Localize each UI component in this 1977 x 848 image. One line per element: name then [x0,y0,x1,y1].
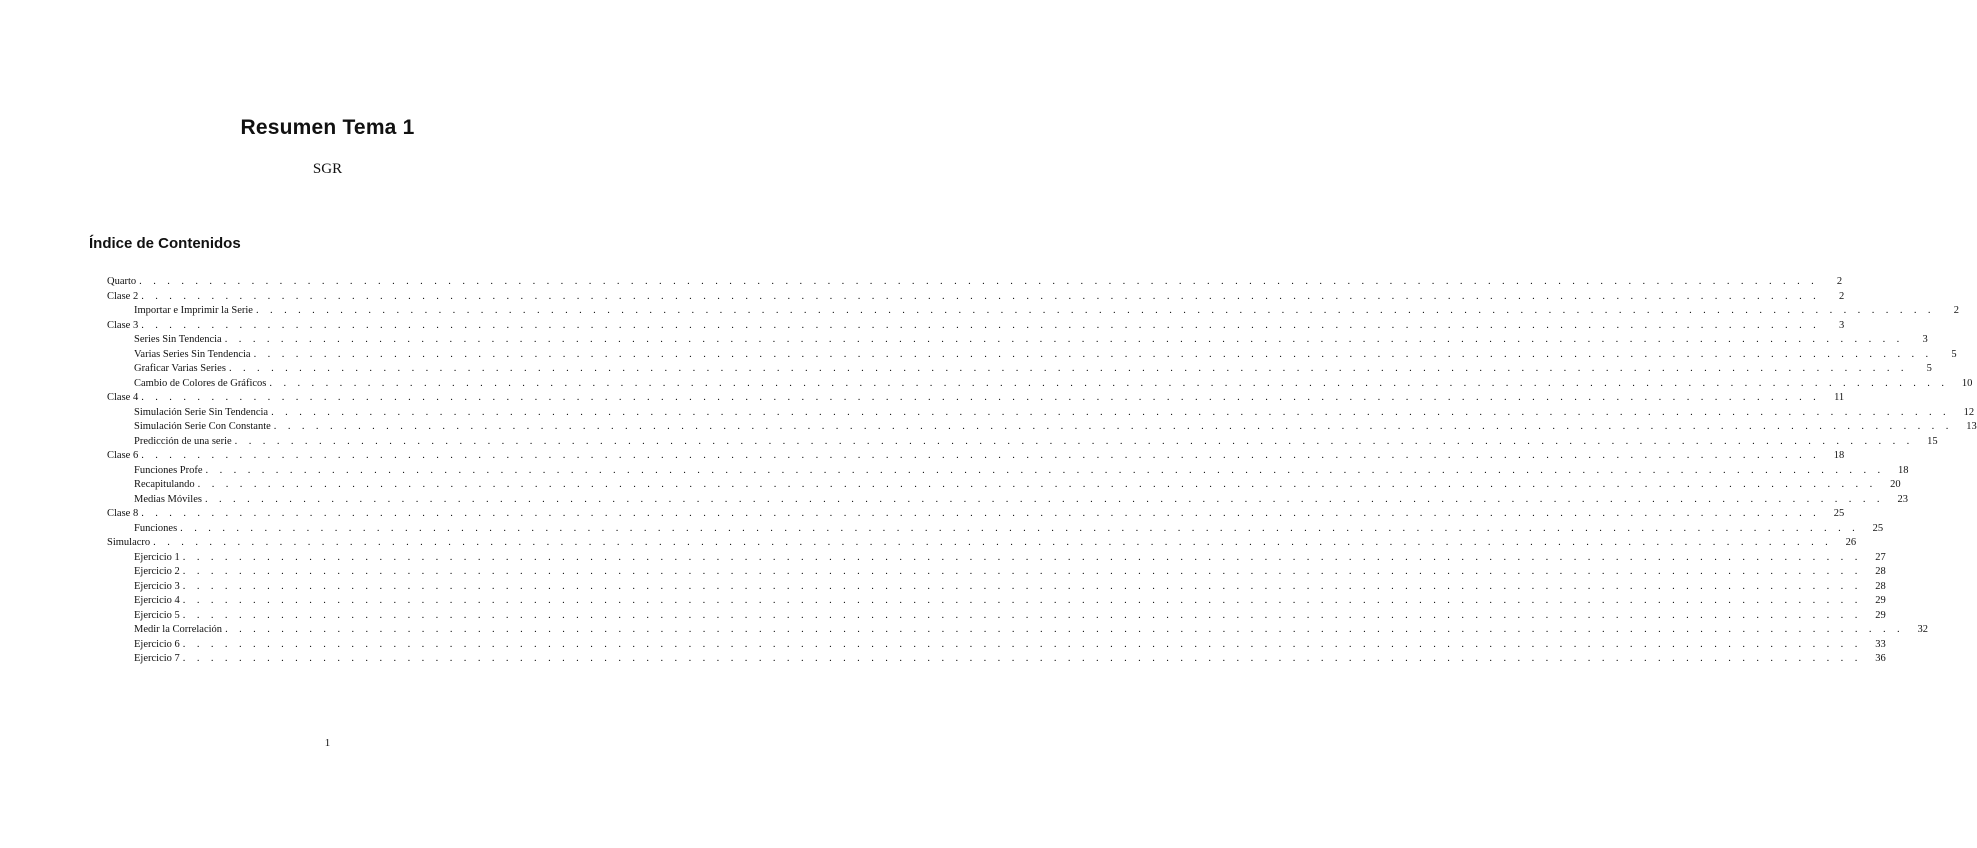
toc-entry-page: 2 [1836,276,1843,287]
toc-entry[interactable] [107,652,1886,667]
toc-dot-leader: . . . . . . . . . . . . . . . . . . . . . . . . . . . . . . . . . . . . . . . . . . . . . . . . . . . . . . . . . . . . . . . . . . . . . . . . . . . . . . . . . . . . . . . . . . . . . . . . . . . . . . . . . . . . . . . . . . . . . . . . [204,493,1884,505]
toc-entry[interactable] [107,435,1938,450]
toc-entry-label: Clase 3 [107,319,139,331]
toc-entry[interactable] [107,275,1843,290]
toc-entry-label: Simulacro [107,537,151,548]
toc-entry-label: Simulación Serie Sin Tendencia [134,406,269,418]
toc-dot-leader: . . . . . . . . . . . . . . . . . . . . . . . . . . . . . . . . . . . . . . . . . . . . . . . . . . . . . . . . . . . . . . . . . . . . . . . . . . . . . . . . . . . . . . . . . . . . . . . . . . . . . . . . . . . . . . . . . . . . . . . . [180,522,1860,534]
toc-entry-page: 2 [1953,305,1959,316]
toc-entry[interactable] [107,464,1909,479]
toc-entry-label: Graficar Varias Series [134,363,226,374]
toc-entry-page: 12 [1963,406,1975,418]
toc-entry-page: 27 [1875,551,1886,563]
toc-entry[interactable] [107,449,1845,464]
toc-entry[interactable] [107,594,1886,609]
toc-entry[interactable] [107,580,1886,595]
toc-entry-page: 15 [1927,435,1938,447]
toc-entry-label: Series Sin Tendencia [134,334,222,345]
table-of-contents [107,275,1977,667]
toc-entry-label: Quarto [107,276,137,287]
toc-entry-label: Ejercicio 2 [134,566,180,577]
toc-entry-page: 5 [1926,363,1932,374]
toc-dot-leader: . . . . . . . . . . . . . . . . . . . . . . . . . . . . . . . . . . . . . . . . . . . . . . . . . . . . . . . . . . . . . . . . . . . . . . . . . . . . . . . . . . . . . . . . . . . . . . . . . . . . . . . . . . . . . . . . . . . . . . . . [141,319,1821,331]
toc-entry-page: 20 [1890,479,1901,490]
toc-dot-leader: . . . . . . . . . . . . . . . . . . . . . . . . . . . . . . . . . . . . . . . . . . . . . . . . . . . . . . . . . . . . . . . . . . . . . . . . . . . . . . . . . . . . . . . . . . . . . . . . . . . . . . . . . . . . . . . . . . . . . . . . [182,638,1862,650]
toc-entry[interactable] [107,565,1886,580]
toc-dot-leader: . . . . . . . . . . . . . . . . . . . . . . . . . . . . . . . . . . . . . . . . . . . . . . . . . . . . . . . . . . . . . . . . . . . . . . . . . . . . . . . . . . . . . . . . . . . . . . . . . . . . . . . . . . . . . . . . . . . . . . . . [273,421,1953,432]
toc-entry[interactable] [107,609,1886,624]
toc-entry[interactable] [107,333,1928,348]
toc-entry[interactable] [107,377,1973,392]
toc-entry-page: 29 [1875,595,1886,606]
toc-dot-leader: . . . . . . . . . . . . . . . . . . . . . . . . . . . . . . . . . . . . . . . . . . . . . . . . . . . . . . . . . . . . . . . . . . . . . . . . . . . . . . . . . . . . . . . . . . . . . . . . . . . . . . . . . . . . . . . . . . . . . . . . [141,450,1821,461]
toc-entry[interactable] [107,391,1845,406]
toc-dot-leader: . . . . . . . . . . . . . . . . . . . . . . . . . . . . . . . . . . . . . . . . . . . . . . . . . . . . . . . . . . . . . . . . . . . . . . . . . . . . . . . . . . . . . . . . . . . . . . . . . . . . . . . . . . . . . . . . . . . . . . . . [224,334,1904,345]
toc-entry-page: 13 [1966,421,1977,432]
toc-dot-leader: . . . . . . . . . . . . . . . . . . . . . . . . . . . . . . . . . . . . . . . . . . . . . . . . . . . . . . . . . . . . . . . . . . . . . . . . . . . . . . . . . . . . . . . . . . . . . . . . . . . . . . . . . . . . . . . . . . . . . . . . [182,566,1862,577]
toc-entry[interactable] [107,507,1845,522]
toc-entry[interactable] [107,290,1845,305]
toc-entry-label: Ejercicio 3 [134,580,180,592]
toc-entry-page: 25 [1833,508,1845,519]
toc-dot-leader: . . . . . . . . . . . . . . . . . . . . . . . . . . . . . . . . . . . . . . . . . . . . . . . . . . . . . . . . . . . . . . . . . . . . . . . . . . . . . . . . . . . . . . . . . . . . . . . . . . . . . . . . . . . . . . . . . . . . . . . . [255,305,1935,316]
toc-heading: Índice de Contenidos [89,235,241,252]
document-author: SGR [312,161,343,177]
toc-entry-page: 23 [1897,493,1908,505]
toc-entry-page: 32 [1917,624,1929,635]
toc-entry-label: Varias Series Sin Tendencia [134,348,251,360]
toc-entry-page: 3 [1838,319,1845,331]
toc-entry-label: Medias Móviles [134,493,202,505]
toc-dot-leader: . . . . . . . . . . . . . . . . . . . . . . . . . . . . . . . . . . . . . . . . . . . . . . . . . . . . . . . . . . . . . . . . . . . . . . . . . . . . . . . . . . . . . . . . . . . . . . . . . . . . . . . . . . . . . . . . . . . . . . . . [253,348,1933,360]
toc-entry-label: Funciones [134,522,178,534]
toc-entry[interactable] [107,304,1959,319]
toc-entry-label: Clase 6 [107,450,139,461]
toc-entry-label: Recapitulando [134,479,195,490]
toc-dot-leader: . . . . . . . . . . . . . . . . . . . . . . . . . . . . . . . . . . . . . . . . . . . . . . . . . . . . . . . . . . . . . . . . . . . . . . . . . . . . . . . . . . . . . . . . . . . . . . . . . . . . . . . . . . . . . . . . . . . . . . . . [269,377,1949,389]
toc-entry-page: 26 [1845,537,1857,548]
toc-entry-page: 28 [1875,566,1886,577]
toc-entry-label: Clase 2 [107,290,139,302]
toc-entry-page: 36 [1875,653,1886,664]
toc-entry-page: 10 [1961,377,1973,389]
toc-entry[interactable] [107,638,1886,653]
toc-entry-page: 18 [1898,464,1909,476]
toc-dot-leader: . . . . . . . . . . . . . . . . . . . . . . . . . . . . . . . . . . . . . . . . . . . . . . . . . . . . . . . . . . . . . . . . . . . . . . . . . . . . . . . . . . . . . . . . . . . . . . . . . . . . . . . . . . . . . . . . . . . . . . . . [182,653,1862,664]
toc-entry[interactable] [107,478,1901,493]
toc-entry-label: Medir la Correlación [134,624,223,635]
page-number: 1 [324,737,331,749]
toc-dot-leader: . . . . . . . . . . . . . . . . . . . . . . . . . . . . . . . . . . . . . . . . . . . . . . . . . . . . . . . . . . . . . . . . . . . . . . . . . . . . . . . . . . . . . . . . . . . . . . . . . . . . . . . . . . . . . . . . . . . . . . . . [153,537,1833,548]
toc-dot-leader: . . . . . . . . . . . . . . . . . . . . . . . . . . . . . . . . . . . . . . . . . . . . . . . . . . . . . . . . . . . . . . . . . . . . . . . . . . . . . . . . . . . . . . . . . . . . . . . . . . . . . . . . . . . . . . . . . . . . . . . . [228,363,1908,374]
toc-entry[interactable] [107,420,1977,435]
toc-dot-leader: . . . . . . . . . . . . . . . . . . . . . . . . . . . . . . . . . . . . . . . . . . . . . . . . . . . . . . . . . . . . . . . . . . . . . . . . . . . . . . . . . . . . . . . . . . . . . . . . . . . . . . . . . . . . . . . . . . . . . . . . [271,406,1951,418]
toc-entry-label: Ejercicio 1 [134,551,180,563]
toc-entry-page: 33 [1875,638,1886,650]
toc-entry-page: 25 [1872,522,1884,534]
toc-dot-leader: . . . . . . . . . . . . . . . . . . . . . . . . . . . . . . . . . . . . . . . . . . . . . . . . . . . . . . . . . . . . . . . . . . . . . . . . . . . . . . . . . . . . . . . . . . . . . . . . . . . . . . . . . . . . . . . . . . . . . . . . [139,276,1819,287]
toc-dot-leader: . . . . . . . . . . . . . . . . . . . . . . . . . . . . . . . . . . . . . . . . . . . . . . . . . . . . . . . . . . . . . . . . . . . . . . . . . . . . . . . . . . . . . . . . . . . . . . . . . . . . . . . . . . . . . . . . . . . . . . . . [182,595,1862,606]
toc-dot-leader: . . . . . . . . . . . . . . . . . . . . . . . . . . . . . . . . . . . . . . . . . . . . . . . . . . . . . . . . . . . . . . . . . . . . . . . . . . . . . . . . . . . . . . . . . . . . . . . . . . . . . . . . . . . . . . . . . . . . . . . . [234,435,1914,447]
toc-dot-leader: . . . . . . . . . . . . . . . . . . . . . . . . . . . . . . . . . . . . . . . . . . . . . . . . . . . . . . . . . . . . . . . . . . . . . . . . . . . . . . . . . . . . . . . . . . . . . . . . . . . . . . . . . . . . . . . . . . . . . . . . [141,508,1821,519]
toc-dot-leader: . . . . . . . . . . . . . . . . . . . . . . . . . . . . . . . . . . . . . . . . . . . . . . . . . . . . . . . . . . . . . . . . . . . . . . . . . . . . . . . . . . . . . . . . . . . . . . . . . . . . . . . . . . . . . . . . . . . . . . . . [141,392,1821,403]
toc-dot-leader: . . . . . . . . . . . . . . . . . . . . . . . . . . . . . . . . . . . . . . . . . . . . . . . . . . . . . . . . . . . . . . . . . . . . . . . . . . . . . . . . . . . . . . . . . . . . . . . . . . . . . . . . . . . . . . . . . . . . . . . . [182,551,1862,563]
toc-dot-leader: . . . . . . . . . . . . . . . . . . . . . . . . . . . . . . . . . . . . . . . . . . . . . . . . . . . . . . . . . . . . . . . . . . . . . . . . . . . . . . . . . . . . . . . . . . . . . . . . . . . . . . . . . . . . . . . . . . . . . . . . [182,580,1862,592]
toc-entry-page: 2 [1838,290,1845,302]
toc-entry-label: Ejercicio 4 [134,595,180,606]
toc-entry-page: 3 [1922,334,1928,345]
toc-entry-label: Ejercicio 5 [134,609,180,621]
toc-entry-label: Funciones Profe [134,464,203,476]
toc-entry-label: Ejercicio 7 [134,653,180,664]
toc-entry-page: 18 [1833,450,1845,461]
toc-entry-label: Simulación Serie Con Constante [134,421,271,432]
toc-entry[interactable] [107,319,1845,334]
toc-entry[interactable] [107,522,1884,537]
toc-entry[interactable] [107,623,1929,638]
document-title: Resumen Tema 1 [240,116,415,139]
toc-entry[interactable] [107,536,1857,551]
toc-dot-leader: . . . . . . . . . . . . . . . . . . . . . . . . . . . . . . . . . . . . . . . . . . . . . . . . . . . . . . . . . . . . . . . . . . . . . . . . . . . . . . . . . . . . . . . . . . . . . . . . . . . . . . . . . . . . . . . . . . . . . . . . [182,609,1862,621]
toc-entry-label: Ejercicio 6 [134,638,180,650]
toc-entry-label: Predicción de una serie [134,435,232,447]
toc-entry-label: Importar e Imprimir la Serie [134,305,253,316]
toc-dot-leader: . . . . . . . . . . . . . . . . . . . . . . . . . . . . . . . . . . . . . . . . . . . . . . . . . . . . . . . . . . . . . . . . . . . . . . . . . . . . . . . . . . . . . . . . . . . . . . . . . . . . . . . . . . . . . . . . . . . . . . . . [141,290,1821,302]
toc-entry-page: 28 [1875,580,1886,592]
toc-entry-page: 29 [1875,609,1886,621]
toc-entry[interactable] [107,362,1932,377]
toc-dot-leader: . . . . . . . . . . . . . . . . . . . . . . . . . . . . . . . . . . . . . . . . . . . . . . . . . . . . . . . . . . . . . . . . . . . . . . . . . . . . . . . . . . . . . . . . . . . . . . . . . . . . . . . . . . . . . . . . . . . . . . . . [205,464,1885,476]
toc-entry[interactable] [107,493,1908,508]
toc-entry[interactable] [107,406,1975,421]
toc-entry-label: Clase 8 [107,508,139,519]
toc-entry[interactable] [107,551,1886,566]
toc-dot-leader: . . . . . . . . . . . . . . . . . . . . . . . . . . . . . . . . . . . . . . . . . . . . . . . . . . . . . . . . . . . . . . . . . . . . . . . . . . . . . . . . . . . . . . . . . . . . . . . . . . . . . . . . . . . . . . . . . . . . . . . . [225,624,1905,635]
toc-entry-page: 5 [1951,348,1957,360]
toc-entry-label: Cambio de Colores de Gráficos [134,377,267,389]
toc-dot-leader: . . . . . . . . . . . . . . . . . . . . . . . . . . . . . . . . . . . . . . . . . . . . . . . . . . . . . . . . . . . . . . . . . . . . . . . . . . . . . . . . . . . . . . . . . . . . . . . . . . . . . . . . . . . . . . . . . . . . . . . . [197,479,1877,490]
toc-entry-label: Clase 4 [107,392,139,403]
toc-entry-page: 11 [1834,392,1845,403]
toc-entry[interactable] [107,348,1957,363]
